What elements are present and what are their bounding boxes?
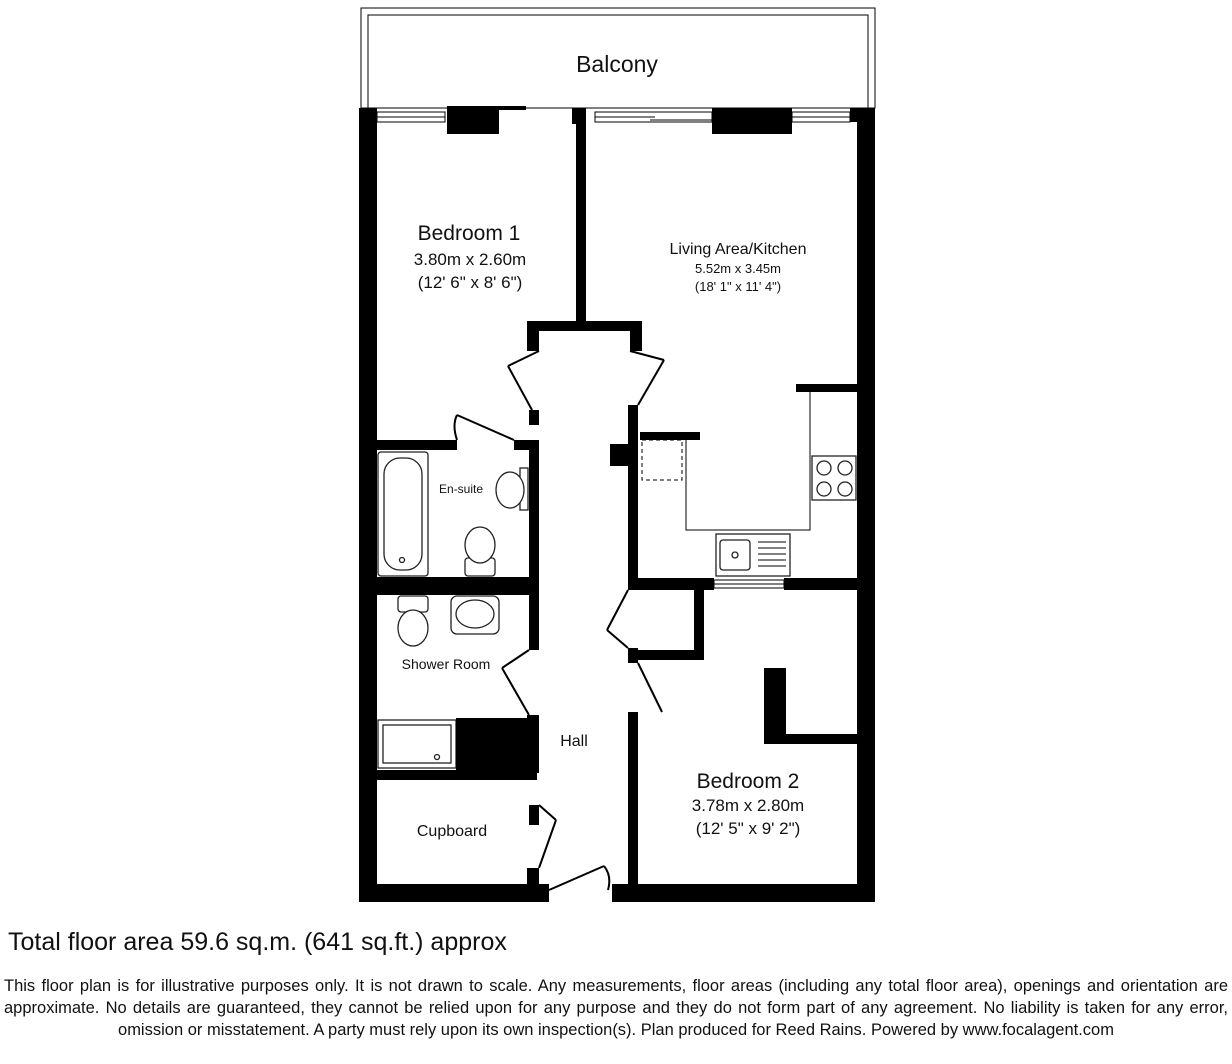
- living-size-ft: (18' 1" x 11' 4"): [694, 279, 782, 294]
- total-floor-area: Total floor area 59.6 sq.m. (641 sq.ft.) approx: [8, 928, 507, 956]
- internal-window: [714, 580, 784, 588]
- bedroom1-label: Bedroom 1: [417, 222, 521, 245]
- hall-label: Hall: [560, 733, 588, 750]
- bedroom2-size-m: 3.78m x 2.80m: [691, 796, 805, 815]
- bedroom2-label: Bedroom 2: [696, 770, 800, 793]
- kitchen-fittings: [642, 392, 856, 576]
- shower-room-label: Shower Room: [401, 656, 491, 672]
- bedroom1-size-m: 3.80m x 2.60m: [413, 250, 527, 269]
- bedroom1-size-ft: (12' 6" x 8' 6"): [417, 273, 523, 292]
- disclaimer-text: This floor plan is for illustrative purposes only. It is not drawn to scale. Any measurements, floor areas (including any total floor area), openings and orientation are approximate. No details are guaranteed, they cannot be relied upon for any purpose and they do not form part of any agreement. No liability is taken for any error, omission or misstatement. A party must rely upon its own inspection(s). Plan produced for Reed Rains. Powered by www.focalagent.com: [4, 977, 1228, 1039]
- living-label: Living Area/Kitchen: [669, 241, 807, 258]
- living-size-m: 5.52m x 3.45m: [695, 261, 781, 276]
- bedroom2-size-ft: (12' 5" x 9' 2"): [695, 819, 801, 838]
- ensuite-label: En-suite: [438, 482, 484, 496]
- cupboard-label: Cupboard: [416, 823, 488, 840]
- balcony-label: Balcony: [576, 51, 658, 77]
- bathroom-fittings: [378, 452, 529, 772]
